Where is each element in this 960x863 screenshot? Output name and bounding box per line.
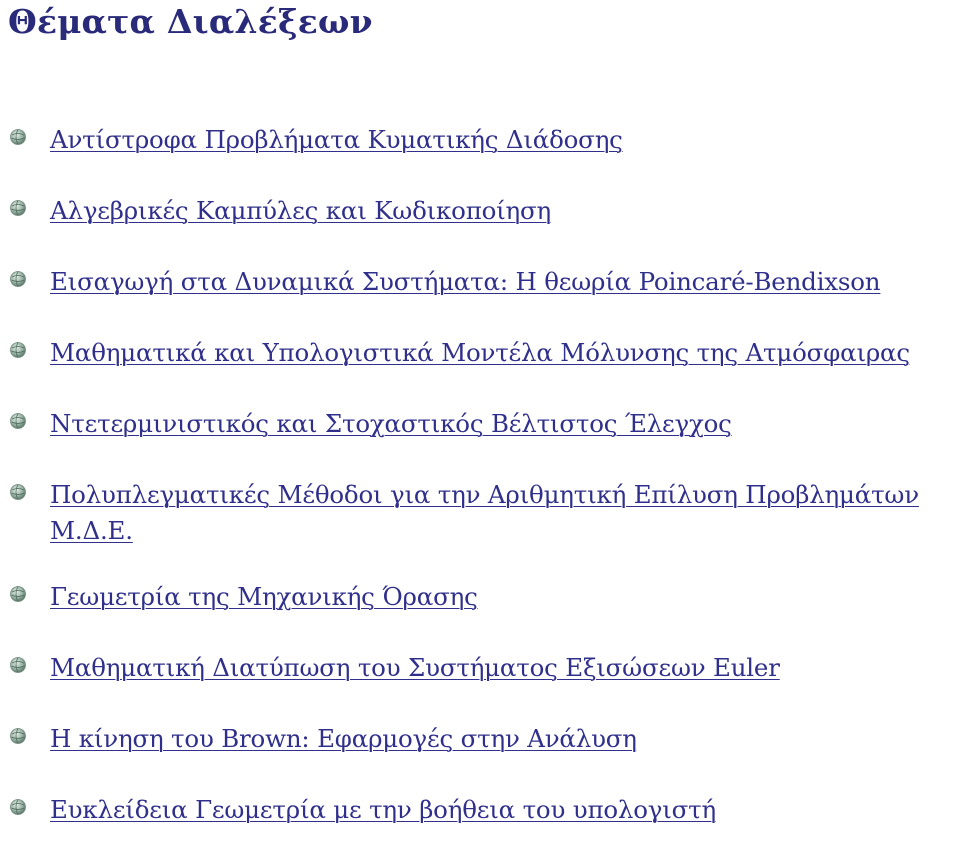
page-title: Θέματα Διαλέξεων (8, 2, 373, 41)
topic-list (0, 122, 960, 863)
topic-link-2[interactable]: Αλγεβρικές Καμπύλες και Κωδικοποίηση (50, 196, 552, 225)
globe-bullet-icon (9, 270, 27, 288)
globe-bullet-icon (9, 483, 27, 501)
list-item (0, 721, 960, 757)
list-item (0, 477, 960, 549)
topic-link-4[interactable]: Μαθηματικά και Υπολογιστικά Μοντέλα Μόλυνσης της Ατμόσφαιρας (50, 338, 910, 367)
globe-bullet-icon (9, 656, 27, 674)
topic-link-1[interactable]: Αντίστροφα Προβλήματα Κυματικής Διάδοσης (50, 125, 623, 154)
globe-bullet-icon (9, 412, 27, 430)
globe-bullet-icon (9, 199, 27, 217)
globe-bullet-icon (9, 585, 27, 603)
list-item (0, 579, 960, 615)
list-item (0, 335, 960, 371)
topic-link-10[interactable]: Ευκλείδεια Γεωμετρία με την βοήθεια του υπολογιστή (50, 795, 716, 824)
topic-link-3[interactable]: Εισαγωγή στα Δυναμικά Συστήματα: Η θεωρία Poincaré-Bendixson (50, 267, 881, 296)
topic-link-8[interactable]: Μαθηματική Διατύπωση του Συστήματος Εξισώσεων Euler (50, 653, 780, 682)
list-item (0, 122, 960, 158)
topic-link-6[interactable]: Πολυπλεγματικές Μέθοδοι για την Αριθμητική Επίλυση Προβλημάτων Μ.Δ.Ε. (50, 480, 919, 545)
list-item (0, 406, 960, 442)
globe-bullet-icon (9, 727, 27, 745)
topic-link-9[interactable]: Η κίνηση του Brown: Εφαρμογές στην Ανάλυση (50, 724, 637, 753)
list-item (0, 193, 960, 229)
topic-link-5[interactable]: Ντετερμινιστικός και Στοχαστικός Βέλτιστος Έλεγχος (50, 409, 732, 438)
globe-bullet-icon (9, 798, 27, 816)
globe-bullet-icon (9, 128, 27, 146)
list-item (0, 650, 960, 686)
globe-bullet-icon (9, 341, 27, 359)
list-item (0, 792, 960, 828)
list-item (0, 264, 960, 300)
topic-link-7[interactable]: Γεωμετρία της Μηχανικής Όρασης (50, 582, 478, 611)
